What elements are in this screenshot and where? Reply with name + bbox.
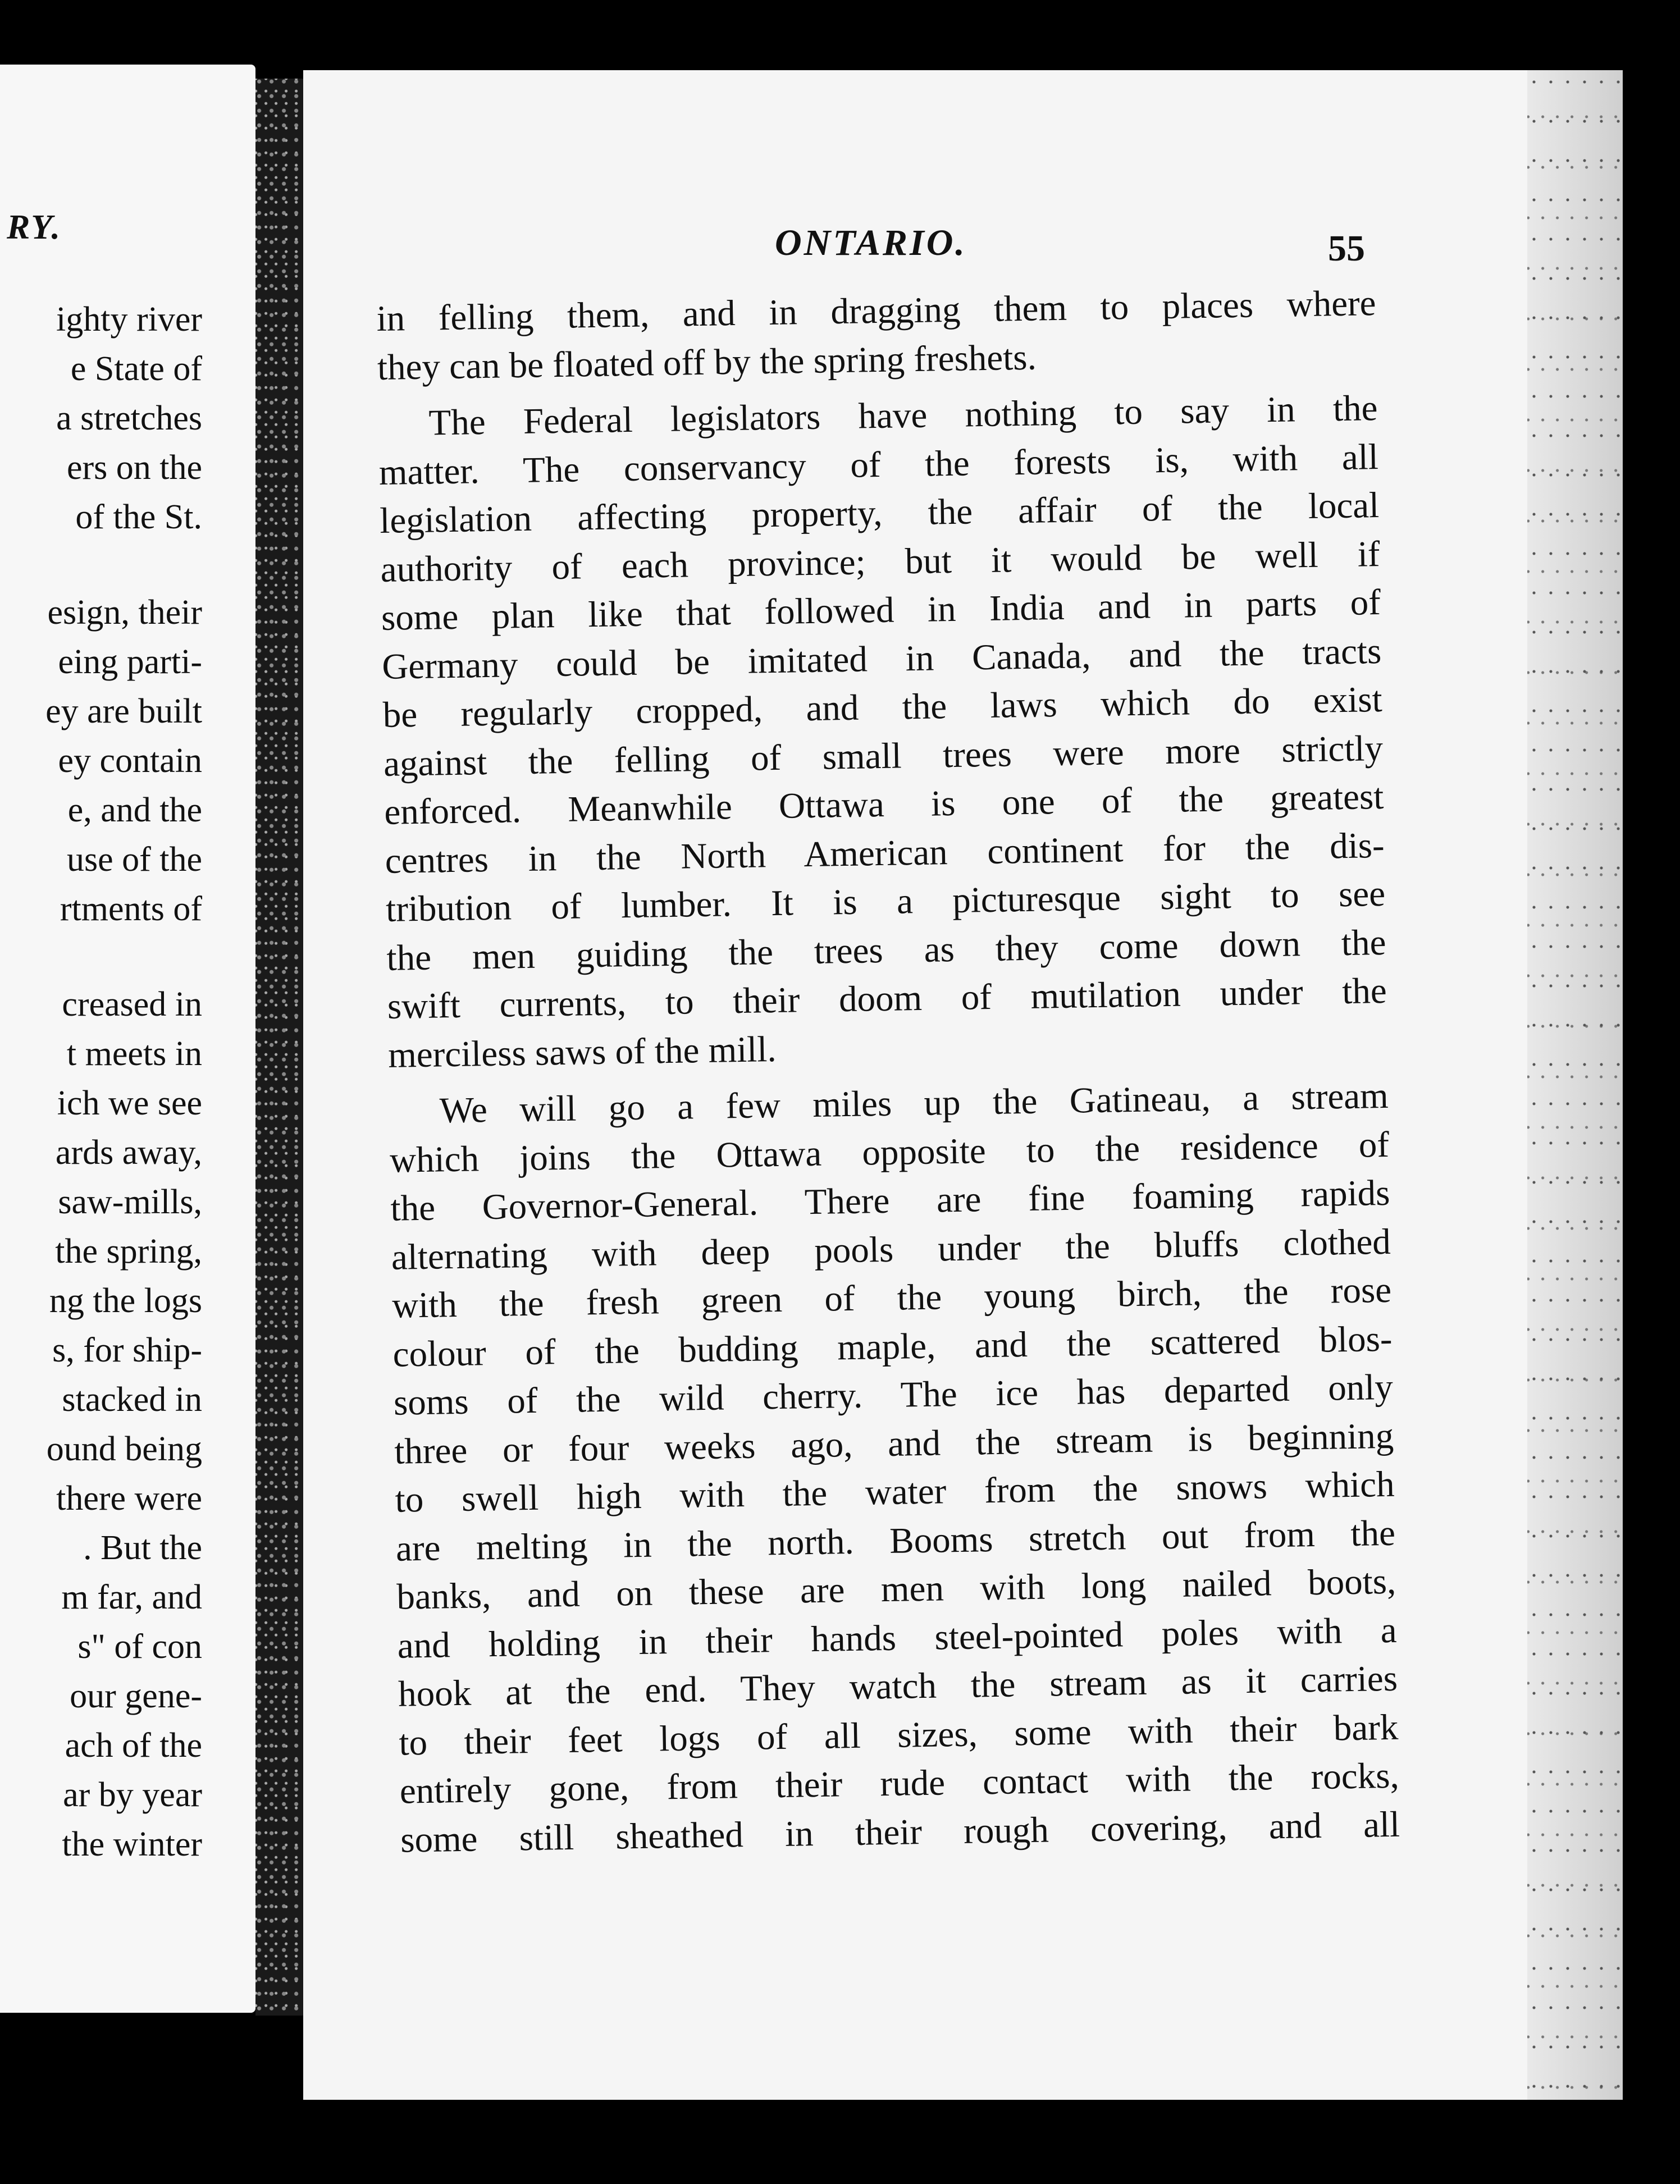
running-head: ONTARIO.	[775, 222, 967, 263]
text-line: merciless saws of the mill.	[387, 1029, 777, 1076]
text-line: Germany could be imitated in Canada, and the tracts	[381, 630, 1382, 687]
left-line: ng the logs	[49, 1282, 202, 1320]
left-line: there were	[56, 1479, 202, 1518]
text-line: We will go a few miles up the Gatineau, a stream	[439, 1075, 1389, 1131]
left-line: s" of con	[77, 1628, 202, 1666]
left-line: stacked in	[62, 1381, 202, 1419]
left-page-text	[0, 295, 202, 1869]
text-line: the Governor-General. There are fine foaming rapids	[390, 1172, 1390, 1229]
left-line: . But the	[83, 1529, 202, 1567]
left-line: ach of the	[65, 1726, 202, 1765]
left-line: e State of	[70, 350, 202, 388]
text-line: against the felling of small trees were more strictly	[383, 728, 1384, 784]
text-line: with the fresh green of the young birch, the rose	[391, 1269, 1392, 1326]
left-line: ar by year	[63, 1776, 202, 1814]
left-page-fragment	[0, 65, 255, 2013]
left-line: a stretches	[56, 399, 202, 437]
left-page-running-head: RY.	[7, 208, 62, 246]
paragraph	[389, 1072, 1400, 1865]
left-line: t meets in	[66, 1035, 202, 1073]
left-line: creased in	[62, 985, 202, 1024]
paragraph	[376, 279, 1377, 392]
text-line: swift currents, to their doom of mutilation under the	[387, 970, 1387, 1027]
text-line: in felling them, and in dragging them to places where	[376, 283, 1377, 339]
text-line: to their feet logs of all sizes, some with their bark	[398, 1707, 1399, 1763]
left-line: the winter	[62, 1825, 202, 1863]
text-line: some plan like that followed in India and in parts of	[381, 582, 1381, 638]
text-line: matter. The conservancy of the forests is, with all	[378, 436, 1379, 493]
left-line: ey contain	[58, 742, 202, 780]
text-line: banks, and on these are men with long nailed boots,	[396, 1561, 1396, 1618]
paragraph	[378, 384, 1388, 1080]
left-line: m far, and	[61, 1578, 202, 1616]
left-line-gap	[0, 934, 202, 980]
text-line: be regularly cropped, and the laws which do exist	[382, 679, 1383, 735]
text-line: tribution of lumber. It is a picturesque sight to see	[385, 873, 1386, 930]
text-line: hook at the end. They watch the stream as it carries	[398, 1658, 1398, 1715]
left-line: esign, their	[47, 593, 202, 632]
text-line: are melting in the north. Booms stretch out from the	[395, 1513, 1396, 1569]
left-line: use of the	[66, 840, 202, 879]
page-edge-shadow	[1527, 70, 1623, 2100]
text-line: colour of the budding maple, and the scattered blos-	[392, 1318, 1393, 1375]
left-line: e, and the	[67, 791, 202, 829]
text-line: to swell high with the water from the snows which	[395, 1464, 1395, 1520]
text-line: soms of the wild cherry. The ice has departed only	[393, 1367, 1394, 1423]
left-line: s, for ship-	[52, 1331, 202, 1369]
left-line: our gene-	[70, 1677, 202, 1715]
right-page	[303, 70, 1623, 2100]
text-line: which joins the Ottawa opposite to the residence of	[389, 1124, 1390, 1181]
left-line: ighty river	[56, 300, 202, 339]
body-text	[376, 279, 1400, 1872]
text-line: enforced. Meanwhile Ottawa is one of the greatest	[384, 776, 1384, 833]
text-line: centres in the North American continent for the dis-	[385, 825, 1385, 881]
left-line: the spring,	[55, 1232, 202, 1271]
left-line: rtments of	[60, 890, 202, 928]
page-number: 55	[1328, 228, 1365, 269]
left-line: saw-mills,	[58, 1183, 202, 1221]
text-line: The Federal legislators have nothing to say in the	[428, 388, 1378, 444]
left-line: ich we see	[57, 1084, 202, 1122]
text-line: the men guiding the trees as they come down the	[386, 922, 1386, 979]
text-line: and holding in their hands steel-pointed poles with a	[397, 1610, 1398, 1666]
left-line: ound being	[46, 1430, 202, 1468]
left-line: ey are built	[45, 692, 202, 730]
text-line: entirely gone, from their rude contact with the rocks,	[399, 1755, 1400, 1812]
left-line: ers on the	[66, 449, 202, 487]
text-line: three or four weeks ago, and the stream is beginning	[394, 1415, 1394, 1472]
left-line: of the St.	[75, 498, 202, 536]
left-line-gap	[0, 542, 202, 588]
text-line: they can be floated off by the spring freshets.	[377, 337, 1037, 388]
text-line: authority of each province; but it would be well if	[380, 533, 1381, 590]
text-line: alternating with deep pools under the bluffs clothed	[391, 1221, 1391, 1278]
book-gutter	[255, 79, 303, 2016]
text-line: some still sheathed in their rough covering, and all	[400, 1804, 1400, 1861]
text-line: legislation affecting property, the affair of the local	[379, 485, 1380, 541]
left-line: eing parti-	[58, 643, 202, 681]
left-line: ards away,	[55, 1134, 202, 1172]
